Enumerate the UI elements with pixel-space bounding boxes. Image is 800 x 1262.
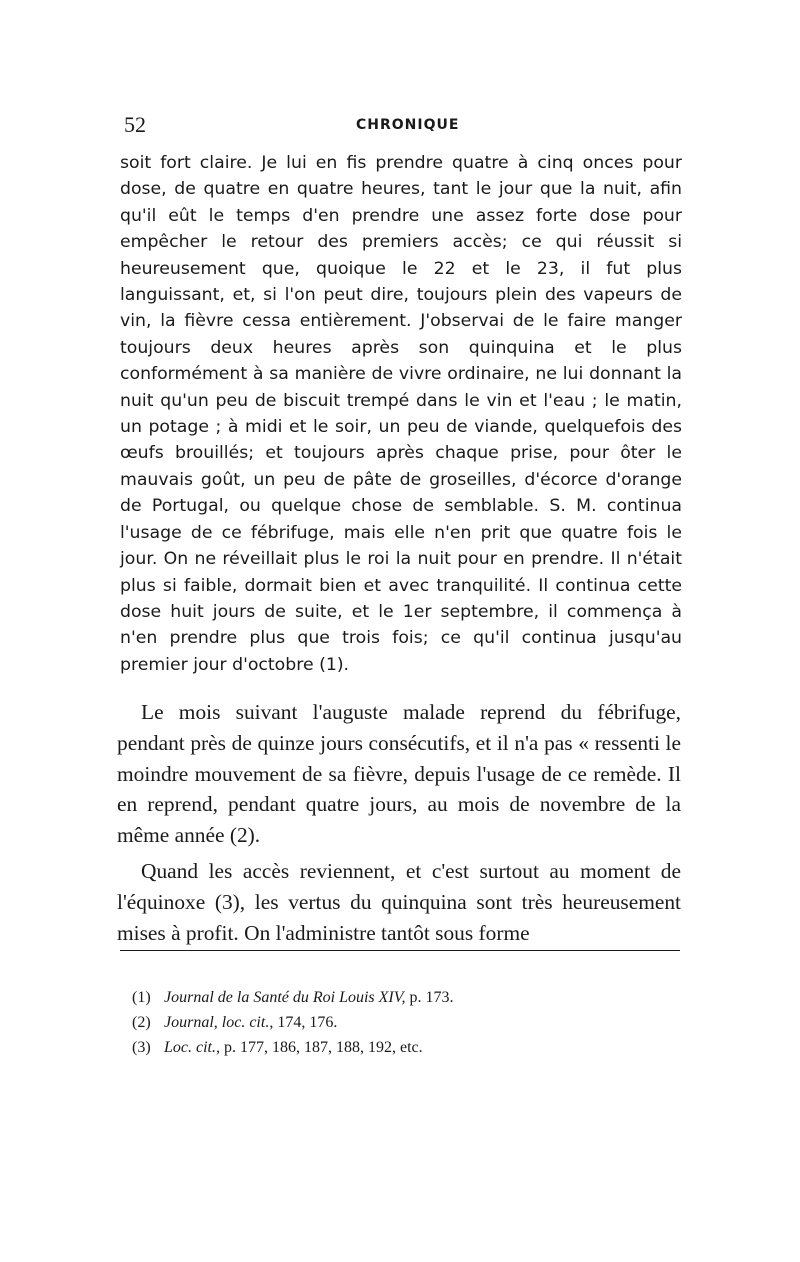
footnote-source: Journal de la Santé du Roi Louis XIV, (164, 989, 406, 1006)
footnote-3 (132, 1035, 672, 1060)
footnote-divider (120, 950, 680, 951)
main-text (117, 697, 681, 948)
body-paragraph-2: Quand les accès reviennent, et c'est surtout au moment de l'équinoxe (3), les vertus du quinquina sont très heureusement mises à profit. On l'administre tantôt sous forme (117, 858, 681, 945)
footnote-number: (3) (132, 1039, 151, 1056)
page-number: 52 (124, 112, 146, 137)
body-paragraph-1: Le mois suivant l'auguste malade reprend du fébrifuge, pendant près de quinze jours consécutifs, et il n'a pas « ressenti le moindre mouvement de sa fièvre, depuis l'usage de ce remède. Il en reprend, pendant quatre jours, au mois de novembre de la même année (2). (117, 700, 681, 848)
quoted-passage (120, 150, 682, 678)
footnote-source: Loc. cit., (164, 1039, 220, 1056)
footnote-number: (2) (132, 1014, 151, 1031)
footnote-pages: p. 177, 186, 187, 188, 192, etc. (220, 1039, 423, 1056)
footnote-pages: 174, 176. (273, 1014, 338, 1031)
footnote-2 (132, 1010, 672, 1035)
footnote-source: Journal, loc. cit., (164, 1014, 274, 1031)
page-header (124, 112, 680, 140)
footnotes (132, 985, 672, 1060)
footnote-pages: p. 173. (405, 989, 454, 1006)
footnote-1 (132, 985, 672, 1010)
quote-paragraph: soit fort claire. Je lui en fis prendre quatre à cinq onces pour dose, de quatre en quatre heures, tant le jour que la nuit, afin qu'il eût le temps d'en prendre une assez forte dose pour empêcher le retour des premiers accès; ce qui réussit si heureusement que, quoique le 22 et le 23, il fut plus languissant, et, si l'on peut dire, toujours plein des vapeurs de vin, la fièvre cessa entièrement. J'observai de le faire manger toujours deux heures après son quinquina et le plus conformément à sa manière de vivre ordinaire, ne lui donnant la nuit qu'un peu de biscuit trempé dans le vin et l'eau ; le matin, un potage ; à midi et le soir, un peu de viande, quelquefois des œufs brouillés; et toujours après chaque prise, pour ôter le mauvais goût, un peu de pâte de groseilles, d'écorce d'orange de Portugal, ou quelque chose de semblable. S. M. continua l'usage de ce fébrifuge, mais elle n'en prit que quatre fois le jour. On ne réveillait plus le roi la nuit pour en prendre. Il n'était plus si faible, dormait bien et avec tranquilité. Il continua cette dose huit jours de suite, et le 1er septembre, il commença à n'en prendre plus que trois fois; ce qu'il continua jusqu'au premier jour d'octobre (1). (120, 153, 682, 675)
footnote-number: (1) (132, 989, 151, 1006)
running-title: CHRONIQUE (356, 117, 460, 133)
